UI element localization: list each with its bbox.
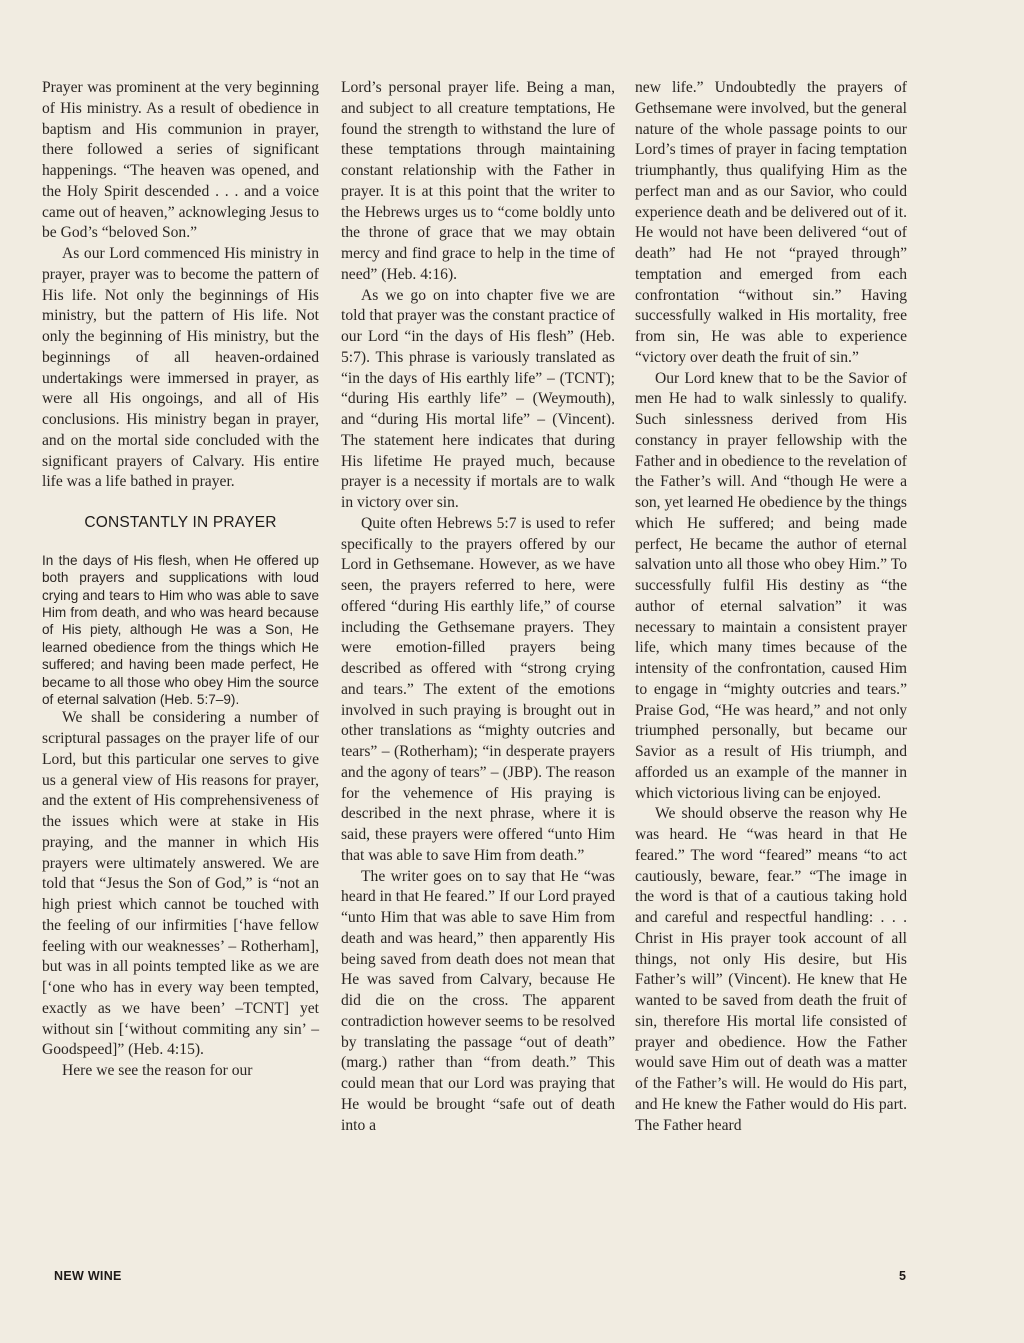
paragraph: As our Lord commenced His ministry in prayer, prayer was to become the pattern of His life. Not only the beginnings of His ministry, but the pattern of His life. Not only the beginning of His ministry, but the beginnings of all heaven-ordained undertakings were immersed in prayer, as were all His ongoings, and all of His conclusions. His ministry began in prayer, and on the mortal side concluded with the significant prayers of Calvary. His entire life was a life bathed in prayer. — [42, 245, 319, 491]
paragraph: Prayer was prominent at the very beginning of His ministry. As a result of obedience in baptism and His communion in prayer, there followed a series of significant happenings. “The heaven was opened, and the Holy Spirit descended . . . and a voice came out of heaven,” acknowleging Jesus to be God’s “beloved Son.” — [42, 79, 319, 242]
article-column-3 — [635, 78, 907, 1136]
paragraph: We shall be considering a number of scriptural passages on the prayer life of our Lord, but this particular one serves to give us a general view of His reasons for prayer, and the extent of His comprehensiveness of the issues which were at stake in His praying, and the manner in which His prayers were ultimately answered. We are told that “Jesus the Son of God,” is “not an high priest which cannot be touched with the feeling of our infirmities [‘have fellow feeling with our weaknesses’ – Rotherham], but was in all points tempted like as we are [‘one who has in every way been tempted, exactly as we have been’ –TCNT] yet without sin [‘without commiting any sin’ – Goodspeed]” (Heb. 4:15). — [42, 709, 319, 1059]
paragraph: Quite often Hebrews 5:7 is used to refer specifically to the prayers offered by our Lord in Gethsemane. However, as we have seen, the prayers referred to here, were offered “during His earthly life,” of course including the Gethsemane prayers. They were emotion-filled prayers being described as offered with “strong crying and tears.” The extent of the emotions involved in such praying is brought out in other translations as “mighty outcries and tears” – (Rotherham); “in desperate prayers and the agony of tears” – (JBP). The reason for the vehemence of His praying is described in the next phrase, where it is said, these prayers were offered “unto Him that was able to save Him from death.” — [341, 514, 615, 864]
page-number: 5 — [899, 1269, 906, 1283]
paragraph: Our Lord knew that to be the Savior of men He had to walk sinlessly to qualify. Such sinlessness derived from His constancy in prayer fellowship with the Father and in obedience to the revelation of the Father’s will. And “though He were a son, yet learned He obedience by the things which He suffered; and being made perfect, He became the author of eternal salvation unto all those who obey Him.” To successfully fulfil His destiny as “the author of eternal salvation” it was necessary to maintain a consistent prayer life, which many times because of the intensity of the confrontation, caused Him to engage in “mighty outcries and tears.” Praise God, “He was heard,” and not only triumphed personally, but became our Savior as a result of His triumph, and afforded us an example of the manner in which victorious living can be enjoyed. — [635, 369, 907, 802]
paragraph: We should observe the reason why He was heard. He “was heard in that He feared.” The word “feared” means “to act cautiously, beware, fear.” “The image in the word is that of a cautious taking hold and careful and respectful handling: . . . Christ in His prayer took account of all things, not only His desire, but His Father’s will” (Vincent). He knew that He wanted to be saved from death the fruit of sin, therefore His mortal life consisted of prayer and obedience. How the Father would save Him out of death was a matter of the Father’s will. He would do His part, and He knew the Father would do His part. The Father heard — [635, 805, 907, 1134]
paragraph: Lord’s personal prayer life. Being a man, and subject to all creature temptations, He found the strength to withstand the lure of these temptations through maintaining constant relationship with the Father in prayer. It is at this point that the writer to the Hebrews urges us to “come boldly unto the throne of grace that we may obtain mercy and find grace to help in the time of need” (Heb. 4:16). — [341, 79, 615, 283]
magazine-name: NEW WINE — [54, 1269, 122, 1283]
paragraph: As we go on into chapter five we are told that prayer was the constant practice of our Lord “in the days of His flesh” (Heb. 5:7). This phrase is variously translated as “in the days of His earthly life” – (TCNT); “during His earthly life” – (Weymouth), and “during His mortal life” – (Vincent). The statement here indicates that during His lifetime He prayed much, because prayer is a necessity if mortals are to walk in victory over sin. — [341, 286, 615, 511]
article-column-1 — [42, 78, 319, 1082]
paragraph: Here we see the reason for our — [62, 1062, 253, 1080]
section-heading: CONSTANTLY IN PRAYER — [84, 514, 277, 531]
article-column-2 — [341, 78, 615, 1136]
scripture-quote: In the days of His flesh, when He offered up both prayers and supplications with loud crying and tears to Him who was able to save Him from death, and who was heard because of His piety, although He was a Son, He learned obedience from the things which He suffered; and having been made perfect, He became to all those who obey Him the source of eternal salvation (Heb. 5:7–9). — [42, 552, 319, 707]
paragraph: The writer goes on to say that He “was heard in that He feared.” If our Lord prayed “unto Him that was able to save Him from death and was heard,” then apparently His being saved from death does not mean that He was saved from Calvary, because He did die on the cross. The apparent contradiction however seems to be resolved by translating the passage “out of death” (marg.) rather than “from death.” This could mean that our Lord was praying that He would be brought “safe out of death into a — [341, 867, 615, 1134]
paragraph: new life.” Undoubtedly the prayers of Gethsemane were involved, but the general nature of the whole passage points to our Lord’s times of prayer in facing temptation triumphantly, thus qualifying Him as the perfect man and as our Savior, who could experience death and be delivered out of it. He would not have been delivered “out of death” had He not “prayed through” temptation and emerged from each confrontation “without sin.” Having successfully walked in His mortality, free from sin, He was able to experience “victory over death the fruit of sin.” — [635, 79, 907, 366]
